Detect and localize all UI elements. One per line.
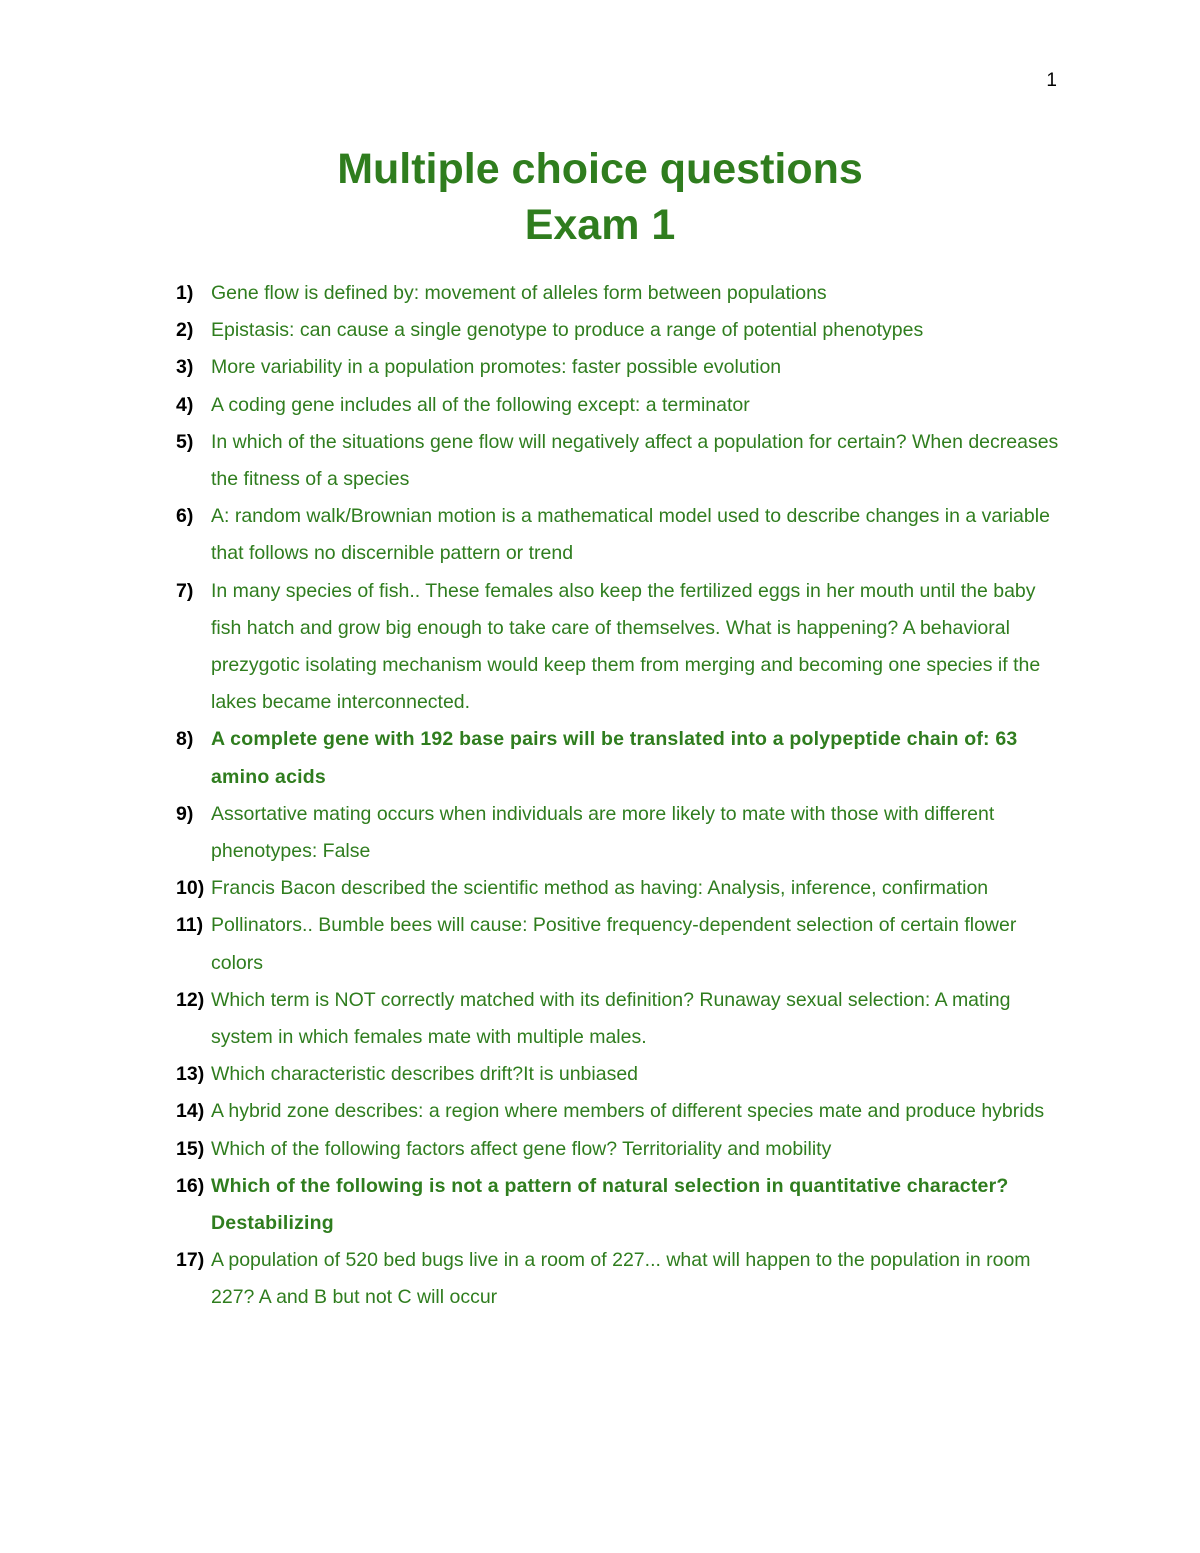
question-text: Which term is NOT correctly matched with its definition? Runaway sexual selection: A mating system in which females mate with multiple males. bbox=[211, 988, 1011, 1049]
document-title bbox=[0, 141, 1200, 253]
question-item bbox=[176, 1168, 1066, 1242]
question-number: 8) bbox=[176, 728, 194, 751]
question-number: 16) bbox=[176, 1174, 205, 1197]
question-item bbox=[176, 982, 1066, 1056]
question-item bbox=[176, 1056, 1066, 1093]
question-item bbox=[176, 721, 1066, 795]
question-text: Pollinators.. Bumble bees will cause: Positive frequency-dependent selection of certain flower colors bbox=[211, 914, 1017, 974]
question-item bbox=[176, 1242, 1066, 1316]
question-number: 10) bbox=[176, 877, 205, 900]
question-item bbox=[176, 349, 1066, 386]
question-number: 4) bbox=[176, 393, 194, 416]
question-text: Gene flow is defined by: movement of alleles form between populations bbox=[211, 282, 827, 304]
question-item bbox=[176, 907, 1066, 981]
title-line-1: Multiple choice questions bbox=[337, 145, 863, 193]
question-item bbox=[176, 424, 1066, 498]
question-list bbox=[176, 275, 1066, 1317]
question-number: 7) bbox=[176, 579, 194, 602]
question-number: 13) bbox=[176, 1063, 205, 1086]
question-text: A: random walk/Brownian motion is a mathematical model used to describe changes in a variable that follows no discernible pattern or trend bbox=[211, 505, 1050, 565]
question-text: Assortative mating occurs when individuals are more likely to mate with those with different phenotypes: False bbox=[211, 802, 995, 863]
question-text: More variability in a population promotes: faster possible evolution bbox=[211, 356, 782, 379]
question-number: 9) bbox=[176, 802, 194, 825]
question-text: In many species of fish.. These females also keep the fertilized eggs in her mouth until the baby fish hatch and grow big enough to take care of themselves. What is happening? A behavioral prezygotic isolating mechanism would keep them from merging and becoming one species if the lakes became interconnected. bbox=[211, 579, 1041, 714]
question-number: 3) bbox=[176, 356, 194, 379]
question-item bbox=[176, 1131, 1066, 1168]
question-text: A coding gene includes all of the following except: a terminator bbox=[211, 393, 750, 416]
question-item bbox=[176, 498, 1066, 572]
question-item bbox=[176, 573, 1066, 722]
question-text: A hybrid zone describes: a region where members of different species mate and produce hybrids bbox=[211, 1100, 1045, 1123]
question-text: Epistasis: can cause a single genotype to produce a range of potential phenotypes bbox=[211, 319, 924, 342]
question-text: Which of the following factors affect gene flow? Territoriality and mobility bbox=[211, 1137, 832, 1160]
question-text: A population of 520 bed bugs live in a room of 227... what will happen to the population in room 227? A and B but not C will occur bbox=[211, 1249, 1031, 1309]
question-number: 17) bbox=[176, 1249, 205, 1272]
page-number: 1 bbox=[1046, 70, 1057, 91]
question-number: 12) bbox=[176, 988, 205, 1011]
question-number: 14) bbox=[176, 1100, 205, 1123]
question-item bbox=[176, 870, 1066, 907]
question-text: In which of the situations gene flow will negatively affect a population for certain? When decreases the fitness of a species bbox=[211, 430, 1059, 491]
question-text: Which of the following is not a pattern of natural selection in quantitative character? Destabilizing bbox=[211, 1174, 1009, 1235]
question-number: 6) bbox=[176, 505, 194, 528]
question-item bbox=[176, 1093, 1066, 1130]
question-item bbox=[176, 275, 1066, 312]
question-item bbox=[176, 312, 1066, 349]
question-number: 11) bbox=[176, 914, 204, 937]
question-item bbox=[176, 796, 1066, 870]
question-item bbox=[176, 387, 1066, 424]
question-text: A complete gene with 192 base pairs will be translated into a polypeptide chain of: 63 amino acids bbox=[211, 728, 1018, 788]
title-line-2: Exam 1 bbox=[524, 201, 676, 249]
question-number: 15) bbox=[176, 1137, 205, 1160]
question-number: 1) bbox=[176, 282, 194, 304]
question-number: 2) bbox=[176, 319, 194, 342]
question-text: Which characteristic describes drift?It is unbiased bbox=[211, 1063, 639, 1086]
question-text: Francis Bacon described the scientific method as having: Analysis, inference, confirmation bbox=[211, 877, 989, 900]
question-number: 5) bbox=[176, 430, 194, 453]
